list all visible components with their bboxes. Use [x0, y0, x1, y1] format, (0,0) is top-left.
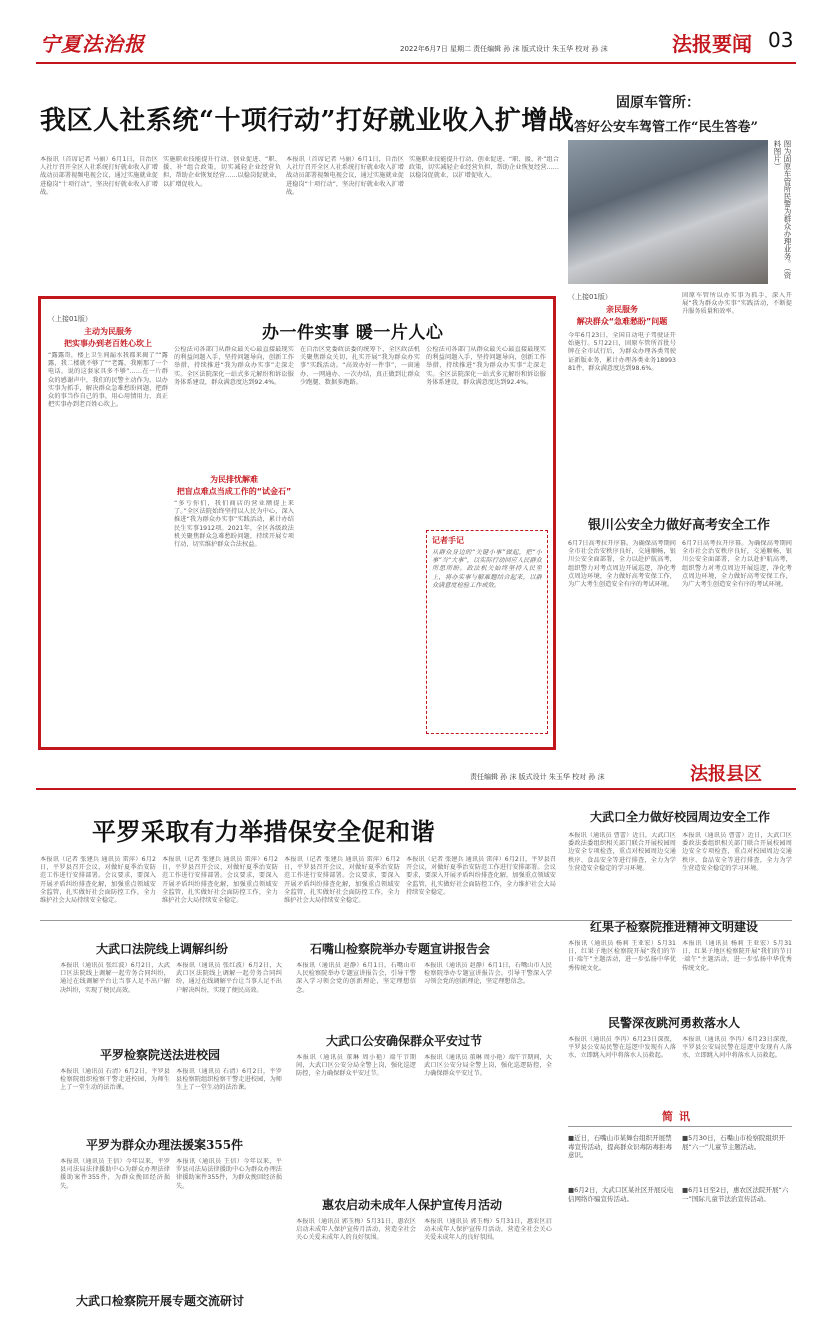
briefs-title: 简讯 [662, 1110, 696, 1123]
lead-headline: 我区人社系统“十项行动”打好就业收入扩增战 [40, 106, 575, 136]
featured-body-col2: 公检法司各部门从群众最关心最直接最现实的利益问题入手，坚持问题导向，创新工作举措，持续推进“我为群众办实事”走深走实。全区法院深化一站式多元解纷和诉讼服务体系建设，群众满意度达到92.4%。 [174, 346, 294, 386]
yinchuan-headline: 银川公安全力做好高考安全工作 [588, 518, 771, 533]
county-headline: 平罗采取有力举措保安全促和谐 [92, 817, 435, 846]
article-title: 平罗检察院送法进校园 [100, 1048, 221, 1062]
county-right-body-col2: 本报讯（通讯员 曹蕾）近日，大武口区委政法委组织相关部门联合开展校园周边安全专项检查，重点对校园周边交通秩序、食品安全等进行排查，全力为学生营造安全稳定的学习环境。 [682, 832, 792, 872]
reporter-note-text: 从群众身边的“关键小事”做起，把“小事”当“大事”，以实际行动回应人民群众所思所盼。政法机关始终坚持人民至上，将办实事与解难题结合起来，以群众满意度检验工作成效。 [432, 549, 542, 589]
brief-item: ■近日，石嘴山市某舞台组织开展禁毒宣传活动，提高群众识毒防毒拒毒意识。 [568, 1134, 672, 1159]
traffic-office-photo [568, 140, 768, 284]
county-body-col1: 本报讯（记者 张建兵 通讯员 雷萍）6月2日，平罗县召开会议，对做好夏季治安防范工作进行安排部署。会议要求，要深入开展矛盾纠纷排查化解，加强重点领域安全监管，扎实做好社会面防控工作，全力维护社会大局持续安全稳定。 [40, 856, 156, 905]
article-body: 本报讯（通讯员 张红波）6月2日，大武口区法院线上调解一起劳务合同纠纷，通过在线调解平台让当事人足不出户解决纠纷，实现了便民高效。 [176, 962, 282, 994]
article-body: 本报讯（通讯员 赵静）6月1日，石嘴山市人民检察院举办专题宣讲报告会，引导干警深入学习领会党的创新理论，坚定理想信念。 [424, 962, 552, 986]
article-body: 本报讯（通讯员 王信）今年以来，平罗县司法局法律援助中心为群众办理法律援助案件355件，为群众挽回经济损失。 [60, 1158, 170, 1190]
right-kicker: （上接01版） [568, 293, 612, 301]
masthead-logo: 宁夏法治报 [40, 32, 145, 56]
featured-headline: 办一件实事 暖一片人心 [262, 323, 444, 343]
article-body: 本报讯（通讯员 李冉）6月23日深夜，平罗县公安局民警在巡逻中发现有人落水，立即跳入河中将落水人员救起。 [568, 1036, 676, 1060]
page-number: 03 [768, 28, 794, 52]
photo-subtitle: 答好公安车驾管工作“民生答卷” [574, 120, 758, 135]
lead-body-col2: 实施职业技能提升行动、创业促进、“职、援、补”组合政策，切实减轻企业经营负担，帮助企业恢复经营……以稳岗促就业，以扩增促收入。 [163, 156, 281, 188]
county-date-line: 责任编辑 孙 沫 版式设计 朱玉华 校对 孙 沫 [470, 773, 605, 781]
briefs-divider [568, 1126, 792, 1127]
article-title: 红果子检察院推进精神文明建设 [590, 920, 759, 934]
featured-intro-title-1: 主动为民服务 [84, 327, 132, 336]
section-title: 法报要闻 [672, 32, 752, 56]
county-right-headline: 大武口全力做好校园周边安全工作 [590, 810, 771, 824]
featured-kicker: （上接01版） [48, 315, 92, 323]
featured-intro-title-2: 把实事办到老百姓心坎上 [64, 339, 152, 348]
article-body: 本报讯（通讯员 石清）6月2日，平罗县检察院组织检察干警走进校园，为师生上了一堂生动的法治课。 [60, 1068, 170, 1092]
article-body: 本报讯（通讯员 石清）6月2日，平罗县检察院组织检察干警走进校园，为师生上了一堂生动的法治课。 [176, 1068, 282, 1092]
brief-item: ■6月2日，大武口区某社区开展反电信网络诈骗宣传活动。 [568, 1186, 674, 1203]
article-title: 大武口检察院开展专题交流研讨 [76, 1294, 245, 1308]
article-body: 本报讯（通讯员 赵静）6月1日，石嘴山市人民检察院举办专题宣讲报告会，引导干警深入学习领会党的创新理论，坚定理想信念。 [296, 962, 416, 994]
article-body: 本报讯（通讯员 李冉）6月23日深夜，平罗县公安局民警在巡逻中发现有人落水，立即跳入河中将落水人员救起。 [682, 1036, 792, 1060]
brief-item: ■5月30日，石嘴山市检察院组织开展“六一”儿童节主题活动。 [682, 1134, 786, 1151]
article-body: 本报讯（通讯员 王信）今年以来，平罗县司法局法律援助中心为群众办理法律援助案件355件，为群众挽回经济损失。 [176, 1158, 282, 1190]
county-section-title: 法报县区 [690, 764, 762, 785]
right-body-col2: 固原车管所以办实事为抓手，深入开展“我为群众办实事”实践活动，不断提升服务质量和效率。 [682, 292, 792, 316]
article-title: 大武口法院线上调解纠纷 [96, 942, 229, 956]
yinchuan-body-col1: 6月7日高考拉开序幕。为确保高考期间全市社会治安秩序良好，交通顺畅，银川公安全面部署，全力以赴护航高考，组织警力对考点周边开展巡逻，净化考点周边环境，全力做好高考安保工作，为广大考生创造安全有序的考试环境。 [568, 540, 676, 589]
article-body: 本报讯（通讯员 郭玉梅）5月31日，惠农区启动未成年人保护宣传月活动，营造全社会关心关爱未成年人的良好氛围。 [424, 1218, 552, 1242]
lead-body-col4: 实施职业技能提升行动、创业促进、“职、援、补”组合政策，切实减轻企业经营负担，帮助企业恢复经营……以稳岗促就业，以扩增促收入。 [409, 156, 559, 180]
article-title: 大武口公安确保群众平安过节 [326, 1034, 483, 1048]
article-body: 本报讯（通讯员 董琳 周小艳）端午节期间，大武口区公安分局全警上岗，强化巡逻防控，全力确保群众平安过节。 [424, 1054, 552, 1078]
featured-body-col3: 在自治区党委政法委的统筹下，全区政法机关聚焦群众关切，扎实开展“我为群众办实事”实践活动。“高效办好一件事”，一窗通办、一网通办、一次办结，真正做到让群众少跑腿、数据多跑路。 [300, 346, 420, 386]
featured-body-2: “多亏你们，我们商店的营业额提上来了。”全区法院始终坚持以人民为中心，深入推进“我为群众办实事”实践活动，累计办结民生实事1912项。2021年，全区各级政法机关聚焦群众急难愁盼问题，持续开展专项行动，切实维护群众合法权益。 [174, 500, 294, 549]
featured-subhead-3: 把盲点难点当成工作的“试金石” [176, 487, 292, 496]
article-body: 本报讯（通讯员 杨莉 王亚宏）5月31日，红果子地区检察院开展“我们的节日·端午”主题活动，进一步弘扬中华优秀传统文化。 [568, 940, 676, 972]
article-title: 民警深夜跳河勇救落水人 [608, 1016, 741, 1030]
county-right-body-col1: 本报讯（通讯员 曹蕾）近日，大武口区委政法委组织相关部门联合开展校园周边安全专项检查，重点对校园周边交通秩序、食品安全等进行排查，全力为学生营造安全稳定的学习环境。 [568, 832, 676, 872]
article-body: 本报讯（通讯员 董琳 周小艳）端午节期间，大武口区公安分局全警上岗，强化巡逻防控，全力确保群众平安过节。 [296, 1054, 416, 1078]
featured-body-1: “露露哥，楼上卫生间漏水我都来揭了”“露露，我二楼就不够了”“老露，我刚那了一个电话，说的这套家具多不够”……在一片群众的感谢声中，我们的民警主动作为，以办实事为抓手，解决群众急难愁盼问题，把群众的事当作自己的事，用心用情用力，真正把实事办到老百姓心坎上。 [48, 352, 168, 409]
county-body-col4: 本报讯（记者 张建兵 通讯员 雷萍）6月2日，平罗县召开会议，对做好夏季治安防范工作进行安排部署。会议要求，要深入开展矛盾纠纷排查化解，加强重点领域安全监管，扎实做好社会面防控工作，全力维护社会大局持续安全稳定。 [406, 856, 556, 896]
photo-title: 固原车管所： [616, 95, 700, 111]
yinchuan-body-col2: 6月7日高考拉开序幕。为确保高考期间全市社会治安秩序良好，交通顺畅，银川公安全面部署，全力以赴护航高考，组织警力对考点周边开展巡逻，净化考点周边环境，全力做好高考安保工作，为广大考生创造安全有序的考试环境。 [682, 540, 792, 589]
county-body-col2: 本报讯（记者 张建兵 通讯员 雷萍）6月2日，平罗县召开会议，对做好夏季治安防范工作进行安排部署。会议要求，要深入开展矛盾纠纷排查化解，加强重点领域安全监管，扎实做好社会面防控工作，全力维护社会大局持续安全稳定。 [162, 856, 278, 905]
reporter-note-box [426, 530, 548, 734]
masthead-rule [36, 62, 796, 64]
article-title: 惠农启动未成年人保护宣传月活动 [322, 1198, 503, 1212]
reporter-note-title: 记者手记 [432, 536, 464, 545]
lead-dateline: 本报讯（首席记者 马丽）6月1日，自治区人社厅召开全区人社系统打好就业收入扩增战动员部署视频电视会议，通过实施就业促进稳岗“十项行动”，坚决打好就业收入扩增战。 [40, 156, 158, 196]
right-body-col1: 今年6月23日，全国自动电子驾驶证开始施行。5月22日，固原车管所首批号牌在全市试行后，为群众办理各类驾驶证新版业务，累计办理各类业务1899381件，群众满意度达到98.6%。 [568, 332, 676, 372]
featured-subhead-2: 为民排忧解难 [210, 475, 258, 484]
county-rule [36, 788, 796, 790]
masthead-date-line: 2022年6月7日 星期二 责任编辑 孙 沫 版式设计 朱玉华 校对 孙 沫 [400, 45, 608, 53]
photo-caption: 图为固原车管所民警为群众办理业务。（资料图片） [773, 140, 792, 279]
lead-body-col3: 本报讯（首席记者 马丽）6月1日，自治区人社厅召开全区人社系统打好就业收入扩增战动员部署视频电视会议，通过实施就业促进稳岗“十项行动”，坚决打好就业收入扩增战。 [286, 156, 404, 196]
brief-item: ■6月1日至2日，惠农区法院开展“六一”国际儿童节法治宣传活动。 [682, 1186, 789, 1203]
featured-body-col4: 公检法司各部门从群众最关心最直接最现实的利益问题入手，坚持问题导向，创新工作举措，持续推进“我为群众办实事”走深走实。全区法院深化一站式多元解纷和诉讼服务体系建设，群众满意度达到92.4%。 [426, 346, 546, 386]
county-body-col3: 本报讯（记者 张建兵 通讯员 雷萍）6月2日，平罗县召开会议，对做好夏季治安防范工作进行安排部署。会议要求，要深入开展矛盾纠纷排查化解，加强重点领域安全监管，扎实做好社会面防控工作，全力维护社会大局持续安全稳定。 [284, 856, 400, 905]
right-title-1: 亲民服务 [606, 305, 638, 314]
article-body: 本报讯（通讯员 杨莉 王亚宏）5月31日，红果子地区检察院开展“我们的节日·端午”主题活动，进一步弘扬中华优秀传统文化。 [682, 940, 792, 972]
article-title: 石嘴山检察院举办专题宣讲报告会 [310, 942, 491, 956]
article-title: 平罗为群众办理法援案355件 [86, 1138, 244, 1152]
article-body: 本报讯（通讯员 郭玉梅）5月31日，惠农区启动未成年人保护宣传月活动，营造全社会关心关爱未成年人的良好氛围。 [296, 1218, 416, 1242]
right-title-2: 解决群众“急难愁盼”问题 [576, 317, 668, 326]
article-body: 本报讯（通讯员 张红波）6月2日，大武口区法院线上调解一起劳务合同纠纷，通过在线调解平台让当事人足不出户解决纠纷，实现了便民高效。 [60, 962, 170, 994]
